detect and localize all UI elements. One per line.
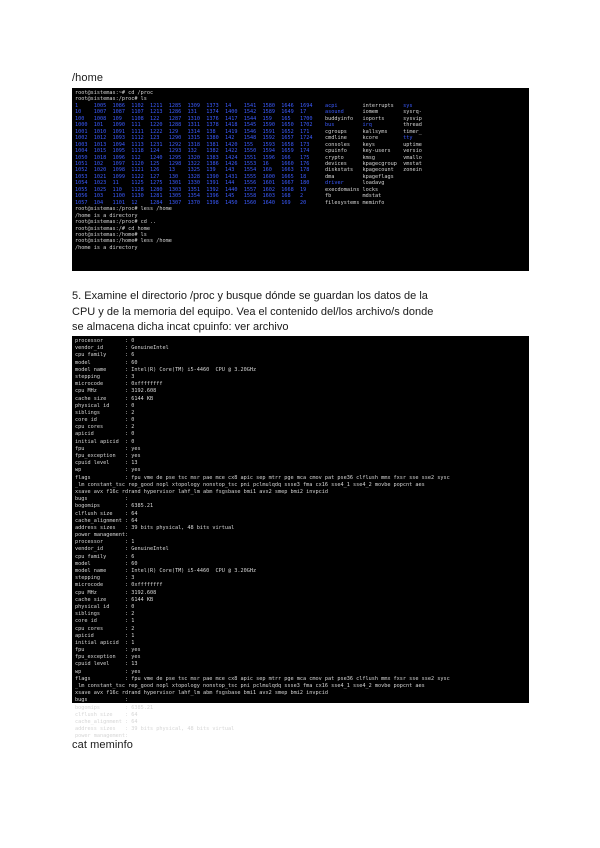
terminal-line: core id : 0 — [75, 417, 135, 424]
terminal-line: core id : 1 — [75, 618, 135, 625]
terminal-line: 10 1007 1087 1107 1213 1286 131 1374 1400 1542 1589 1649 17 asound iomem sysrq- — [75, 109, 422, 116]
terminal-line: root@sistemas:~# cd /proc — [75, 90, 154, 96]
terminal-line: /home is a directory — [75, 212, 138, 219]
terminal-line: 1003 1013 1094 1113 1231 1292 1318 1381 1420 155 1593 1658 173 consoles keys uptime — [75, 141, 422, 148]
terminal-line: cpuid level : 13 — [75, 460, 138, 467]
terminal-line: fpu_exception : yes — [75, 453, 141, 459]
terminal-line: bogomips : 6385.21 — [75, 704, 154, 711]
terminal-line: bogomips : 6385.21 — [75, 503, 154, 510]
terminal-line: model name : Intel(R) Core(TM) i5-4460 CPU @ 3.20GHz — [75, 568, 257, 574]
terminal-line: 1 1005 1086 1102 1211 1285 1309 1373 14 1541 1580 1646 1694 acpi interrupts sys — [75, 102, 413, 109]
terminal-line: 1002 1012 1093 1112 123 1290 1315 1380 142 1548 1592 1657 1724 cmdline kcore tty — [75, 135, 413, 142]
terminal-line: 1055 1025 110 1128 1280 1303 1351 1392 1440 1557 1602 1668 19 execdomains locks — [75, 186, 379, 193]
terminal-line: model : 60 — [75, 560, 138, 567]
terminal-line: /home is a directory — [75, 244, 138, 251]
terminal-line: 100 1008 109 1108 122 1287 1310 1376 1417 1544 159 165 1700 buddyinfo ioports sysvip — [75, 115, 422, 122]
terminal-line: cache_alignment : 64 — [75, 718, 138, 725]
terminal-line: cpu family : 6 — [75, 553, 135, 560]
terminal-line: address sizes : 39 bits physical, 48 bits virtual — [75, 726, 235, 733]
terminal-line: 1054 1023 11 1125 1275 1301 1330 1391 144 1556 1601 1667 180 driver loadavg — [75, 180, 385, 187]
terminal-line: root@sistemas:/# cd home — [75, 225, 150, 232]
terminal-line: apicid : 0 — [75, 431, 135, 438]
terminal-line: siblings : 2 — [75, 409, 135, 416]
terminal-line: bugs : — [75, 697, 129, 704]
terminal-line: stepping : 3 — [75, 575, 135, 582]
terminal-line: 1050 1018 1096 112 1240 1295 1320 1383 1424 1551 1596 166 175 crypto kmsg vmallo — [75, 154, 422, 161]
terminal-line: power management: — [75, 733, 129, 740]
terminal-line: xsave avx f16c rdrand hypervisor lahf_lm abm fsgsbase bmi1 avx2 smep bmi2 invpcid — [75, 488, 328, 495]
terminal-line: 1057 104 1101 12 1284 1307 1370 1398 1450 1560 1640 169 20 filesystems meminfo — [75, 199, 385, 206]
terminal-line: microcode : 0xffffffff — [75, 381, 163, 388]
terminal-line: root@sistemas:/home# less /home — [75, 238, 172, 245]
terminal-line: root@sistemas:/proc# less /home — [75, 206, 172, 213]
terminal-line: stepping : 3 — [75, 373, 135, 380]
terminal-line: wp : yes — [75, 668, 141, 675]
home-heading: /home — [72, 72, 104, 84]
terminal-line: 1052 1020 1098 1121 126 13 1325 139 143 1554 160 1663 178 diskstats kpagecount zonein — [75, 167, 422, 174]
paragraph-line-1: 5. Examine el directorio /proc y busque dónde se guardan los datos de la — [72, 290, 428, 302]
terminal-line: cpu cores : 2 — [75, 424, 135, 431]
terminal-line: address sizes : 39 bits physical, 48 bits virtual — [75, 524, 235, 531]
terminal-line: fpu_exception : yes — [75, 654, 141, 661]
terminal-line: 1053 1021 1099 1122 127 130 1328 1390 1431 1555 1600 1665 18 dma kpageflags — [75, 173, 394, 180]
terminal-line: cpuid level : 13 — [75, 661, 138, 668]
terminal-line: bugs : — [75, 496, 129, 503]
terminal-line: processor : 1 — [75, 539, 135, 546]
terminal-line: model name : Intel(R) Core(TM) i5-4460 CPU @ 3.20GHz — [75, 366, 257, 373]
terminal-screenshot-ls-proc — [72, 88, 529, 271]
terminal-line: cpu MHz : 3192.608 — [75, 589, 157, 596]
terminal-line: cpu cores : 2 — [75, 625, 135, 632]
terminal-line: cpu MHz : 3192.608 — [75, 388, 157, 395]
terminal-line: cache_alignment : 64 — [75, 517, 138, 524]
terminal-line: cache size : 6144 KB — [75, 596, 154, 603]
terminal-line: 1051 102 1097 1120 125 1298 1322 1386 1426 1553 16 1660 176 devices kpagecgroup vmstat — [75, 160, 422, 167]
terminal-screenshot-cpuinfo — [72, 336, 529, 740]
terminal-line: initial apicid : 1 — [75, 639, 135, 646]
terminal-line: flags : fpu vme de pse tsc msr pae mce cx8 apic sep mtrr pge mca cmov pat pse36 clflush mmx fxsr sse sse2 sysc — [75, 474, 450, 481]
terminal-line: initial apicid : 0 — [75, 438, 135, 445]
terminal-line: wp : yes — [75, 467, 141, 474]
terminal-line: vendor_id : GenuineIntel — [75, 345, 169, 352]
paragraph-line-2: CPU y de la memoria del equipo. Vea el contenido del/los archivo/s donde — [72, 305, 434, 318]
terminal-line: apicid : 1 — [75, 632, 135, 639]
exercise-paragraph — [72, 289, 452, 336]
terminal-line: root@sistemas:/home# ls — [75, 231, 147, 238]
terminal-line: xsave avx f16c rdrand hypervisor lahf_lm abm fsgsbase bmi1 avx2 smep bmi2 invpcid — [75, 690, 328, 697]
terminal-line: siblings : 2 — [75, 611, 135, 618]
terminal-line: 1000 101 1090 111 1220 1288 1311 1378 1418 1545 1590 1650 1702 bus irq thread — [75, 122, 422, 129]
terminal-line: vendor_id : GenuineIntel — [75, 546, 169, 553]
terminal-line: 1004 1015 1095 1118 124 1293 132 1382 1422 1550 1594 1659 174 cpuinfo key-users versio — [75, 148, 422, 155]
terminal-line: microcode : 0xffffffff — [75, 582, 163, 589]
terminal-line: processor : 0 — [75, 338, 135, 344]
terminal-line: _lm constant_tsc rep_good nopl xtopology nonstop_tsc pni pclmulqdq ssse3 fma cx16 sse4_1 sse4_2 movbe popcnt aes — [75, 481, 425, 488]
cat-meminfo-heading: cat meminfo — [72, 739, 134, 751]
terminal-line: root@sistemas:/proc# ls — [75, 96, 147, 103]
terminal-line: physical id : 0 — [75, 603, 135, 610]
terminal-line: model : 60 — [75, 359, 138, 366]
terminal-line: physical id : 0 — [75, 402, 135, 409]
terminal-line: 1056 103 1100 1130 1281 1305 1354 1396 145 1558 1603 168 2 fb mdstat — [75, 193, 382, 200]
terminal-line: fpu : yes — [75, 445, 141, 452]
terminal-line: flags : fpu vme de pse tsc msr pae mce cx8 apic sep mtrr pge mca cmov pat pse36 clflush mmx fxsr sse sse2 sysc — [75, 675, 450, 682]
terminal-line: clflush size : 64 — [75, 711, 138, 718]
terminal-line: clflush size : 64 — [75, 510, 138, 517]
paragraph-line-3: se almacena dicha incat cpuinfo: ver archivo — [72, 321, 289, 333]
terminal-line: root@sistemas:/proc# cd .. — [75, 219, 157, 226]
terminal-line: cpu family : 6 — [75, 352, 135, 359]
terminal-line: 1001 1010 1091 1111 1222 129 1314 138 1419 1546 1591 1652 171 cgroups kallsyms timer_ — [75, 128, 422, 135]
terminal-line: _lm constant_tsc rep_good nopl xtopology nonstop_tsc pni pclmulqdq ssse3 fma cx16 sse4_1 sse4_2 movbe popcnt aes — [75, 683, 425, 689]
terminal-line: fpu : yes — [75, 647, 141, 654]
terminal-line: cache size : 6144 KB — [75, 395, 154, 402]
terminal-line: power management: — [75, 532, 129, 539]
